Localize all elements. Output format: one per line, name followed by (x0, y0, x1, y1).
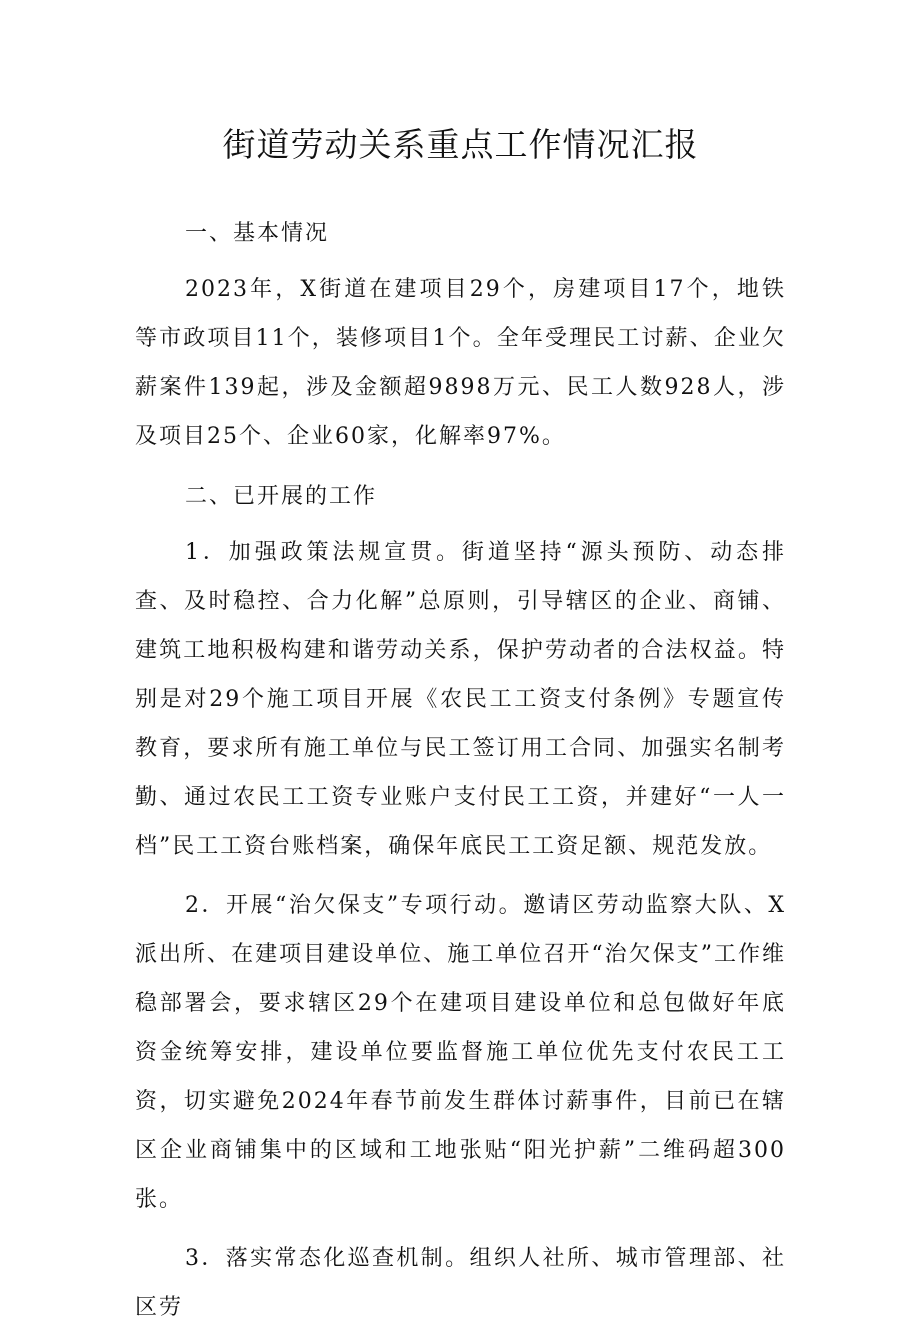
spacer (135, 871, 786, 881)
document-title: 街道劳动关系重点工作情况汇报 (222, 125, 699, 164)
spacer (135, 518, 786, 528)
section-heading-work-done: 二、已开展的工作 (185, 484, 378, 509)
section-work-done (135, 476, 786, 1332)
spacer (135, 461, 786, 476)
spacer (135, 1224, 786, 1234)
section-heading-basic-situation: 一、基本情况 (185, 221, 330, 246)
paragraph-patrol-mechanism: 3．落实常态化巡查机制。组织人社所、城市管理部、社区劳 (135, 1246, 786, 1320)
section-basic-situation (135, 213, 786, 461)
paragraph-basic-situation: 2023年，X街道在建项目29个，房建项目17个，地铁等市政项目11个，装修项目1个。全年受理民工讨薪、企业欠薪案件139起，涉及金额超9898万元、民工人数928人，涉及项目25个、企业60家，化解率97%。 (135, 277, 786, 449)
spacer (135, 255, 786, 265)
paragraph-policy-publicity: 1．加强政策法规宣贯。街道坚持“源头预防、动态排查、及时稳控、合力化解”总原则，引导辖区的企业、商铺、建筑工地积极构建和谐劳动关系，保护劳动者的合法权益。特别是对29个施工项目开展《农民工工资支付条例》专题宣传教育，要求所有施工单位与民工签订用工合同、加强实名制考勤、通过农民工工资专业账户支付民工工资，并建好“一人一档”民工工资台账档案，确保年底民工工资足额、规范发放。 (135, 540, 786, 859)
paragraph-wage-arrears-action: 2．开展“治欠保支”专项行动。邀请区劳动监察大队、X派出所、在建项目建设单位、施工单位召开“治欠保支”工作维稳部署会，要求辖区29个在建项目建设单位和总包做好年底资金统筹安排，建设单位要监督施工单位优先支付农民工工资，切实避免2024年春节前发生群体讨薪事件，目前已在辖区企业商铺集中的区域和工地张贴“阳光护薪”二维码超300张。 (135, 893, 786, 1212)
